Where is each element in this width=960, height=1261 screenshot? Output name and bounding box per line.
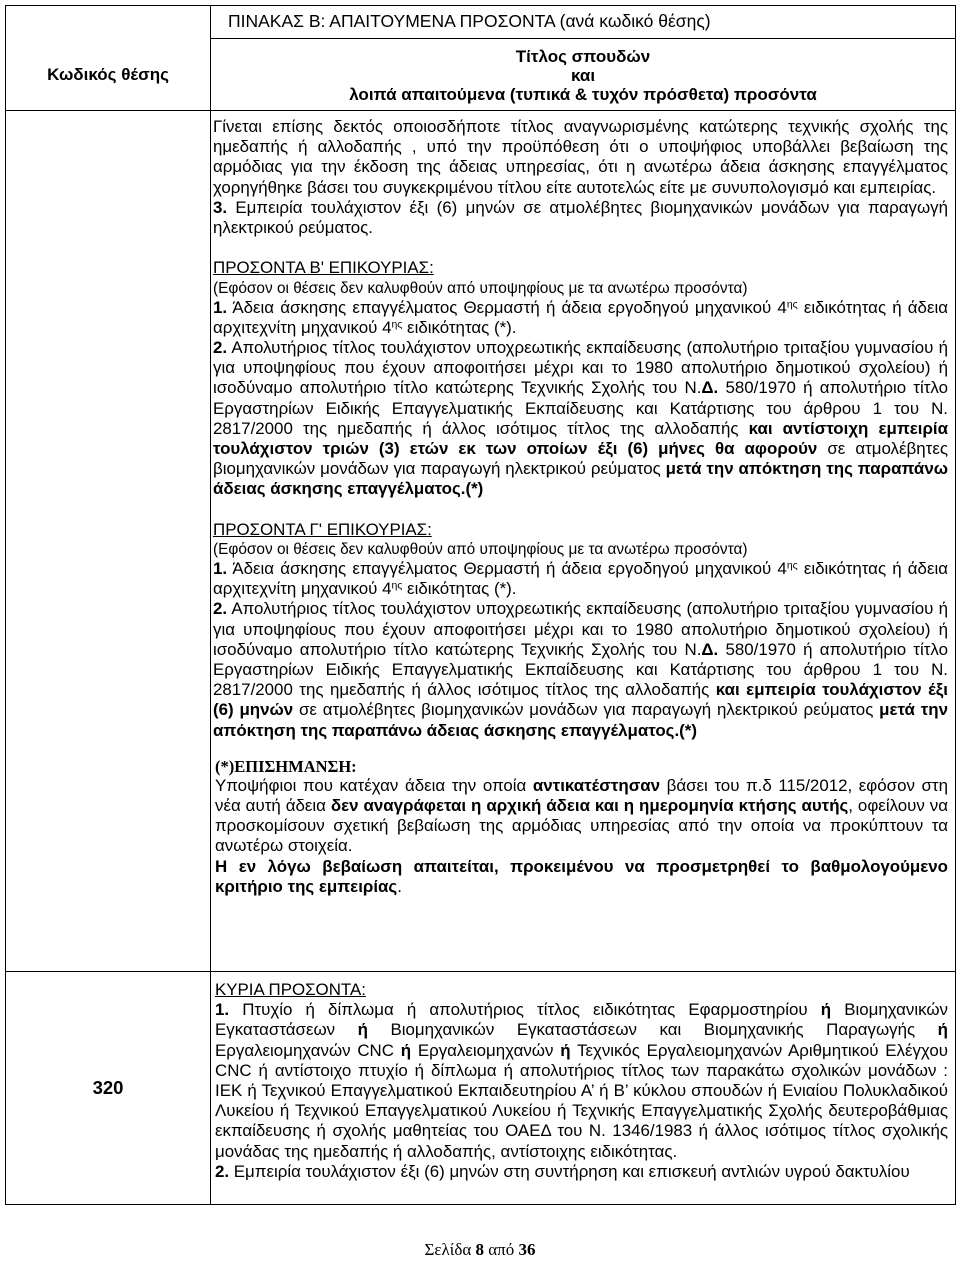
emphasis-text: Δ. (701, 639, 719, 659)
item-text: Άδεια άσκησης επαγγέλματος Θερμαστή ή άδεια εργοδηγού μηχανικού 4 (227, 559, 787, 579)
code-column-header-cell (5, 5, 211, 111)
aux-b-item-2 (213, 338, 948, 500)
notice-paragraph (213, 776, 948, 857)
item-number: 1. (213, 297, 228, 317)
aux-b-note: (Εφόσον οι θέσεις δεν καλυφθούν από υποψηφίους με τα ανωτέρω προσόντα) (213, 279, 748, 297)
position-code-cell (5, 971, 211, 1205)
notice-text: βάσει του π.δ 115/2012, εφόσον στη νέα αυτή άδεια (215, 775, 948, 816)
table-title-cell (210, 5, 956, 39)
item-text: Πτυχίο ή δίπλωμα ή απολυτήριος τίτλος ειδικότητας Εφαρμοστηρίου (229, 1000, 821, 1020)
blank-line (213, 741, 948, 758)
page-label: Σελίδα (424, 1240, 476, 1259)
ordinal-suffix: ης (786, 560, 798, 572)
ordinal-suffix: ης (786, 298, 798, 310)
item-text: Απολυτήριος τίτλος τουλάχιστον υποχρεωτικής εκπαίδευσης (απολυτήριο τριταξίου γυμνασίου ή για υποψηφίους που έχουν αποφοιτήσει μέχρι και το 1980 απολυτήριο δημοτικού σχολείου) ή ισοδύναμο απολυτήριο τίτλο κατώτερης Τεχνικής Σχολής του Ν. (213, 599, 948, 659)
ordinal-suffix: ης (391, 319, 403, 331)
emphasis-text: δεν αναγράφεται η αρχική άδεια και η ημερομηνία κτήσης αυτής (330, 796, 849, 816)
emphasis-text: αντικατέστησαν (532, 775, 661, 795)
item-number: 1. (215, 1000, 230, 1020)
item-text: Εμπειρία τουλάχιστον έξι (6) μηνών σε ατμολέβητες βιομηχανικών μονάδων για παραγωγή ηλεκτρικού ρεύματος. (213, 197, 948, 238)
emphasis-text: Δ. (701, 378, 719, 398)
qualifications-cell (210, 971, 956, 1205)
item-text: Τεχνικός Εργαλειομηχανών Αριθμητικού Ελέγχου CNC ή αντίστοιχο πτυχίο ή δίπλωμα ή απολυτήριος τίτλος των παρακάτω σχολικών μονάδων : ΙΕΚ ή Τεχνικού Επαγγελματικού Εκπαιδευτηρίου Α’ ή Β’ κύκλου σπουδών ή Ενιαίου Πολυκλαδικού Λυκείου ή Τεχνικού Επαγγελματικού Λυκείου ή Τεχνικής Επαγγελματικής Σχολής δευτεροβάθμιας εκπαίδευσης ή σχολής μαθητείας του ΟΑΕΔ του Ν. 1346/1983 ή άλλος ισότιμος τίτλος σχολικής μονάδας της ημεδαπής ή αλλοδαπής, αντίστοιχης ειδικότητας. (215, 1040, 948, 1161)
emphasis-text: ή (560, 1040, 571, 1060)
qualifications-column-header-cell (210, 38, 956, 111)
item-text: 580/1970 ή απολυτήριο τίτλο Εργαστηρίων Ειδικής Επαγγελματικής Εκπαίδευσης και Κατάρτισης του άρθρου 1 του Ν. 2817/2000 της ημεδαπής ή άλλος ισότιμος τίτλος της αλλοδαπής (213, 639, 948, 700)
table-title: ΠΙΝΑΚΑΣ Β: ΑΠΑΙΤΟΥΜΕΝΑ ΠΡΟΣΟΝΤΑ (ανά κωδικό θέσης) (228, 11, 711, 31)
emphasis-text: μετά την απόκτηση της παραπάνω άδειας άσκησης επαγγέλματος.(*) (213, 700, 948, 740)
item-text: Εργαλειομηχανών (411, 1040, 561, 1060)
item-text: ειδικότητας (*). (402, 579, 517, 599)
item-number: 1. (213, 559, 228, 579)
main-qualifications-heading: ΚΥΡΙΑ ΠΡΟΣΟΝΤΑ: (215, 980, 366, 999)
intro-paragraph: Γίνεται επίσης δεκτός οποιοσδήποτε τίτλος αναγνωρισμένης κατώτερης τεχνικής σχολής της ημεδαπής ή αλλοδαπής , υπό την προϋπόθεση ότι ο υποψήφιος υποβάλλει βεβαίωση της αρμόδιας για την έκδοση της άδειας υπηρεσίας, ότι η ανωτέρω άδεια άσκησης επαγγέλματος χορηγήθηκε βάσει του συγκεκριμένου τίτλου είτε αυτοτελώς είτε με συνυπολογισμό και εμπειρίας. (213, 117, 948, 197)
qualifications-header-line: λοιπά απαιτούμενα (τυπικά & τυχόν πρόσθετα) προσόντα (349, 85, 817, 104)
aux-c-note: (Εφόσον οι θέσεις δεν καλυφθούν από υποψηφίους με τα ανωτέρω προσόντα) (213, 541, 748, 559)
aux-c-item-2 (213, 599, 948, 740)
aux-c-heading: ΠΡΟΣΟΝΤΑ Γ' ΕΠΙΚΟΥΡΙΑΣ: (213, 519, 432, 539)
total-pages: 36 (518, 1240, 536, 1259)
emphasis-text: ή (400, 1040, 412, 1060)
notice-text: Υποψήφιοι που κατέχαν άδεια την οποία (215, 775, 533, 795)
page-separator: από (484, 1240, 519, 1259)
position-code-cell-empty (5, 110, 211, 972)
qualifications-column-header (211, 39, 955, 104)
qualifications-header-line: Τίτλος σπουδών (515, 47, 651, 66)
qualifications-text (211, 111, 955, 897)
blank-line (213, 238, 948, 258)
position-code: 320 (92, 1077, 124, 1098)
aux-b-item-1 (213, 298, 948, 338)
item-text: ειδικότητας (*). (402, 317, 517, 337)
main-item-1 (215, 1000, 948, 1162)
emphasis-text: και αντίστοιχη εμπειρία τουλάχιστον τριών (3) ετών εκ των οποίων έξι (6) μήνες θα αφορούν (213, 418, 948, 459)
item-text: Βιομηχανικών Εγκαταστάσεων και Βιομηχανικής Παραγωγής (367, 1020, 938, 1040)
code-column-header: Κωδικός θέσης (47, 65, 169, 84)
ordinal-suffix: ης (391, 580, 403, 592)
emphasis-text: ή (357, 1020, 368, 1040)
item-text: 580/1970 ή απολυτήριο τίτλο Εργαστηρίων Ειδικής Επαγγελματικής Εκπαίδευσης και Κατάρτισης του άρθρου 1 του Ν. 2817/2000 της ημεδαπής ή άλλος ισότιμος τίτλος της αλλοδαπής (213, 378, 948, 438)
item-number: 2. (213, 338, 228, 358)
item-text: Άδεια άσκησης επαγγέλματος Θερμαστή ή άδεια εργοδηγού μηχανικού 4 (227, 297, 787, 317)
emphasis-text: Η εν λόγω βεβαίωση απαιτείται, προκειμένου να προσμετρηθεί το βαθμολογούμενο κριτήριο της εμπειρίας (215, 856, 948, 896)
item-text: ειδικότητας ή άδεια αρχιτεχνίτη μηχανικού 4 (213, 297, 948, 337)
emphasis-text: και εμπειρία τουλάχιστον έξι (6) μηνών (213, 680, 948, 720)
notice-bold-paragraph (213, 857, 948, 897)
item-number: 3. (213, 197, 228, 217)
requirement-item-3 (213, 198, 948, 238)
notice-heading: (*)ΕΠΙΣΗΜΑΝΣΗ: (215, 756, 357, 776)
item-text: ειδικότητας ή άδεια αρχιτεχνίτη μηχανικού 4 (213, 559, 948, 599)
aux-b-heading: ΠΡΟΣΟΝΤΑ Β' ΕΠΙΚΟΥΡΙΑΣ: (213, 258, 434, 278)
item-text: σε ατμολέβητες βιομηχανικών μονάδων για παραγωγή ηλεκτρικού ρεύματος (293, 700, 880, 720)
item-text: Εργαλειομηχανών CNC (215, 1040, 401, 1060)
item-number: 2. (215, 1161, 230, 1181)
emphasis-text: ή (937, 1020, 948, 1040)
emphasis-text: μετά την απόκτηση της παραπάνω άδειας άσκησης επαγγέλματος.(*) (213, 459, 948, 499)
notice-text: . (397, 876, 402, 896)
current-page-number: 8 (475, 1240, 485, 1259)
item-text: Βιομηχανικών Εγκαταστάσεων (215, 1000, 948, 1040)
aux-c-item-1 (213, 559, 948, 599)
item-number: 2. (213, 599, 228, 619)
notice-text: , οφείλουν να προσκομίσουν σχετική βεβαίωση της αρμόδιας υπηρεσίας από την οποία να προκύπτουν τα ανωτέρω στοιχεία. (215, 796, 948, 856)
item-text: Απολυτήριος τίτλος τουλάχιστον υποχρεωτικής εκπαίδευσης (απολυτήριο τριταξίου γυμνασίου ή για υποψηφίους που έχουν αποφοιτήσει μέχρι και το 1980 απολυτήριο δημοτικού σχολείου) ή ισοδύναμο απολυτήριο τίτλο κατώτερης Τεχνικής Σχολής του Ν. (213, 338, 948, 398)
item-text: σε ατμολέβητες βιομηχανικών μονάδων για παραγωγή ηλεκτρικού ρεύματος (213, 439, 948, 479)
qualifications-cell (210, 110, 956, 972)
emphasis-text: ή (820, 1000, 832, 1020)
blank-line (213, 500, 948, 520)
page-footer (0, 1240, 960, 1260)
qualifications-header-line: και (570, 66, 596, 85)
qualifications-text (211, 972, 955, 1182)
item-text: Εμπειρία τουλάχιστον έξι (6) μηνών στη συντήρηση και επισκευή αντλιών υγρού δακτυλίου (229, 1161, 910, 1181)
main-item-2 (215, 1162, 948, 1182)
